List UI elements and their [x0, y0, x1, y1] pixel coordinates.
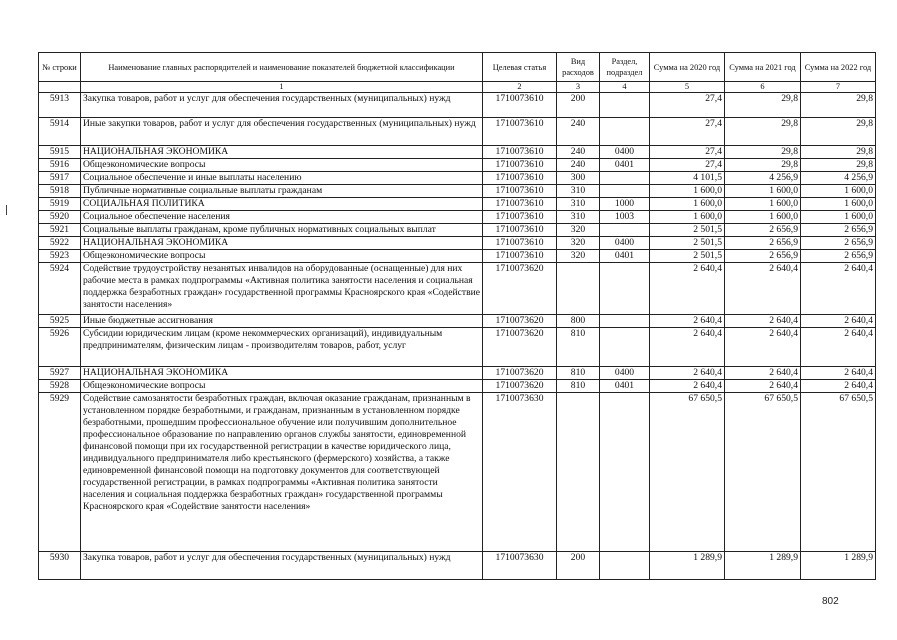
- row-number: 5923: [39, 250, 81, 263]
- row-number: 5922: [39, 237, 81, 250]
- row-sum-2022: 67 650,5: [801, 393, 876, 552]
- row-sum-2020: 1 600,0: [650, 198, 725, 211]
- row-section: [600, 263, 650, 315]
- row-sum-2020: 2 501,5: [650, 224, 725, 237]
- row-number: 5917: [39, 172, 81, 185]
- table-row: [39, 552, 876, 580]
- row-number: 5930: [39, 552, 81, 580]
- row-number: 5928: [39, 380, 81, 393]
- row-section: 0400: [600, 146, 650, 159]
- column-number: 5: [650, 82, 725, 93]
- row-sum-2021: 1 600,0: [725, 211, 801, 224]
- row-sum-2020: 27,4: [650, 146, 725, 159]
- row-number: 5927: [39, 367, 81, 380]
- row-sum-2021: 29,8: [725, 146, 801, 159]
- row-sum-2021: 2 656,9: [725, 237, 801, 250]
- row-target-article: 1710073610: [483, 146, 557, 159]
- row-sum-2022: 29,8: [801, 146, 876, 159]
- header-name: Наименование главных распорядителей и наименование показателей бюджетной классификации: [81, 53, 483, 82]
- row-number: 5926: [39, 328, 81, 367]
- row-number: 5916: [39, 159, 81, 172]
- row-sum-2020: 2 501,5: [650, 237, 725, 250]
- row-target-article: 1710073620: [483, 380, 557, 393]
- row-section: 0400: [600, 237, 650, 250]
- row-sum-2022: 2 640,4: [801, 315, 876, 328]
- table-row: [39, 328, 876, 367]
- row-target-article: 1710073630: [483, 393, 557, 552]
- row-name: СОЦИАЛЬНАЯ ПОЛИТИКА: [81, 198, 483, 211]
- row-expense-type: 300: [557, 172, 600, 185]
- column-number-row: [39, 82, 876, 93]
- row-expense-type: [557, 263, 600, 315]
- row-sum-2021: 29,8: [725, 93, 801, 118]
- row-sum-2021: 2 640,4: [725, 380, 801, 393]
- row-sum-2022: 2 640,4: [801, 367, 876, 380]
- row-sum-2022: 1 600,0: [801, 211, 876, 224]
- margin-mark: [6, 205, 7, 215]
- row-sum-2020: 1 289,9: [650, 552, 725, 580]
- row-name: НАЦИОНАЛЬНАЯ ЭКОНОМИКА: [81, 237, 483, 250]
- row-sum-2022: 2 656,9: [801, 237, 876, 250]
- row-expense-type: 320: [557, 224, 600, 237]
- table-row: [39, 185, 876, 198]
- header-expense-type: Вид расходов: [557, 53, 600, 82]
- row-target-article: 1710073610: [483, 118, 557, 146]
- row-sum-2022: 2 656,9: [801, 224, 876, 237]
- row-sum-2021: 2 640,4: [725, 315, 801, 328]
- row-expense-type: 240: [557, 146, 600, 159]
- row-sum-2022: 1 289,9: [801, 552, 876, 580]
- row-expense-type: 310: [557, 185, 600, 198]
- row-sum-2021: 1 289,9: [725, 552, 801, 580]
- row-target-article: 1710073620: [483, 328, 557, 367]
- row-sum-2021: 29,8: [725, 159, 801, 172]
- column-number: 2: [483, 82, 557, 93]
- row-section: 0400: [600, 367, 650, 380]
- row-expense-type: 320: [557, 250, 600, 263]
- column-number: 7: [801, 82, 876, 93]
- row-target-article: 1710073610: [483, 159, 557, 172]
- column-number: [39, 82, 81, 93]
- row-number: 5915: [39, 146, 81, 159]
- table-row: [39, 146, 876, 159]
- row-target-article: 1710073610: [483, 185, 557, 198]
- row-section: 1003: [600, 211, 650, 224]
- row-number: 5913: [39, 93, 81, 118]
- row-sum-2020: 27,4: [650, 159, 725, 172]
- row-sum-2022: 2 640,4: [801, 263, 876, 315]
- row-number: 5921: [39, 224, 81, 237]
- row-number: 5920: [39, 211, 81, 224]
- page-number: 802: [822, 596, 839, 607]
- row-name: Закупка товаров, работ и услуг для обеспечения государственных (муниципальных) нужд: [81, 93, 483, 118]
- row-sum-2020: 2 501,5: [650, 250, 725, 263]
- row-name: Общеэкономические вопросы: [81, 250, 483, 263]
- row-expense-type: 200: [557, 93, 600, 118]
- row-name: Общеэкономические вопросы: [81, 380, 483, 393]
- row-sum-2022: 2 640,4: [801, 380, 876, 393]
- row-target-article: 1710073620: [483, 367, 557, 380]
- header-section: Раздел, подраздел: [600, 53, 650, 82]
- table-row: [39, 211, 876, 224]
- row-section: [600, 172, 650, 185]
- row-expense-type: 810: [557, 380, 600, 393]
- row-number: 5919: [39, 198, 81, 211]
- table-row: [39, 172, 876, 185]
- row-target-article: 1710073610: [483, 250, 557, 263]
- table-row: [39, 315, 876, 328]
- row-name: Иные закупки товаров, работ и услуг для обеспечения государственных (муниципальных) нужд: [81, 118, 483, 146]
- row-section: [600, 393, 650, 552]
- row-expense-type: 310: [557, 211, 600, 224]
- row-sum-2020: 4 101,5: [650, 172, 725, 185]
- row-sum-2020: 2 640,4: [650, 367, 725, 380]
- column-number: 1: [81, 82, 483, 93]
- row-expense-type: 240: [557, 159, 600, 172]
- row-expense-type: 810: [557, 367, 600, 380]
- row-name: НАЦИОНАЛЬНАЯ ЭКОНОМИКА: [81, 146, 483, 159]
- header-target-article: Целевая статья: [483, 53, 557, 82]
- row-target-article: 1710073610: [483, 224, 557, 237]
- row-section: [600, 315, 650, 328]
- row-sum-2020: 2 640,4: [650, 328, 725, 367]
- column-number: 4: [600, 82, 650, 93]
- row-section: [600, 93, 650, 118]
- table-header-row: [39, 53, 876, 82]
- table-row: [39, 198, 876, 211]
- row-expense-type: 800: [557, 315, 600, 328]
- row-sum-2021: 2 656,9: [725, 250, 801, 263]
- row-section: [600, 118, 650, 146]
- row-sum-2022: 1 600,0: [801, 185, 876, 198]
- row-target-article: 1710073610: [483, 237, 557, 250]
- row-sum-2021: 1 600,0: [725, 198, 801, 211]
- row-expense-type: 200: [557, 552, 600, 580]
- row-target-article: 1710073610: [483, 198, 557, 211]
- row-sum-2021: 2 640,4: [725, 328, 801, 367]
- row-expense-type: 320: [557, 237, 600, 250]
- table-row: [39, 224, 876, 237]
- row-sum-2021: 29,8: [725, 118, 801, 146]
- row-section: 0401: [600, 159, 650, 172]
- row-target-article: 1710073630: [483, 552, 557, 580]
- table-body: [39, 93, 876, 580]
- table-row: [39, 367, 876, 380]
- row-name: Социальные выплаты гражданам, кроме публичных нормативных социальных выплат: [81, 224, 483, 237]
- row-target-article: 1710073610: [483, 93, 557, 118]
- row-sum-2020: 1 600,0: [650, 211, 725, 224]
- row-section: [600, 552, 650, 580]
- budget-table: [38, 52, 876, 580]
- row-name: Социальное обеспечение и иные выплаты населению: [81, 172, 483, 185]
- table-row: [39, 250, 876, 263]
- table-row: [39, 393, 876, 552]
- column-number: 3: [557, 82, 600, 93]
- table-row: [39, 159, 876, 172]
- row-sum-2021: 2 640,4: [725, 367, 801, 380]
- row-number: 5929: [39, 393, 81, 552]
- row-sum-2022: 2 640,4: [801, 328, 876, 367]
- column-number: 6: [725, 82, 801, 93]
- row-sum-2022: 29,8: [801, 118, 876, 146]
- row-expense-type: [557, 393, 600, 552]
- row-target-article: 1710073620: [483, 263, 557, 315]
- row-section: 0401: [600, 250, 650, 263]
- row-name: НАЦИОНАЛЬНАЯ ЭКОНОМИКА: [81, 367, 483, 380]
- row-target-article: 1710073610: [483, 211, 557, 224]
- table-row: [39, 263, 876, 315]
- row-section: [600, 328, 650, 367]
- row-sum-2021: 1 600,0: [725, 185, 801, 198]
- row-name: Закупка товаров, работ и услуг для обеспечения государственных (муниципальных) нужд: [81, 552, 483, 580]
- row-section: [600, 185, 650, 198]
- row-sum-2022: 4 256,9: [801, 172, 876, 185]
- row-section: 0401: [600, 380, 650, 393]
- row-number: 5924: [39, 263, 81, 315]
- table-row: [39, 118, 876, 146]
- row-sum-2020: 67 650,5: [650, 393, 725, 552]
- row-sum-2021: 67 650,5: [725, 393, 801, 552]
- table-row: [39, 380, 876, 393]
- row-name: Содействие самозанятости безработных граждан, включая оказание гражданам, признанным в установленном порядке безработными, и гражданам, признанным в установленном порядке безработными, прошедшим профессиональное обучение или получившим дополнительное профессиональное образование по направлению органов службы занятости, единовременной финансовой помощи при их государственной регистрации в качестве юридического лица, индивидуального предпринимателя либо крестьянского (фермерского) хозяйства, а также единовременной финансовой помощи на подготовку документов для соответствующей государственной регистрации, в рамках подпрограммы «Активная политика занятости населения и социальная поддержка безработных граждан» государственной программы Красноярского края «Содействие занятости населения»: [81, 393, 483, 552]
- row-name: Субсидии юридическим лицам (кроме некоммерческих организаций), индивидуальным предпринимателям, физическим лицам - производителям товаров, работ, услуг: [81, 328, 483, 367]
- row-sum-2020: 1 600,0: [650, 185, 725, 198]
- row-sum-2020: 2 640,4: [650, 380, 725, 393]
- row-sum-2022: 2 656,9: [801, 250, 876, 263]
- row-section: [600, 224, 650, 237]
- row-name: Публичные нормативные социальные выплаты гражданам: [81, 185, 483, 198]
- row-sum-2020: 2 640,4: [650, 263, 725, 315]
- row-sum-2021: 4 256,9: [725, 172, 801, 185]
- row-sum-2022: 1 600,0: [801, 198, 876, 211]
- row-target-article: 1710073620: [483, 315, 557, 328]
- row-sum-2020: 27,4: [650, 93, 725, 118]
- header-sum-2022: Сумма на 2022 год: [801, 53, 876, 82]
- row-target-article: 1710073610: [483, 172, 557, 185]
- row-sum-2022: 29,8: [801, 93, 876, 118]
- table-row: [39, 93, 876, 118]
- row-sum-2022: 29,8: [801, 159, 876, 172]
- row-name: Содействие трудоустройству незанятых инвалидов на оборудованные (оснащенные) для них рабочие места в рамках подпрограммы «Активная политика занятости населения и социальная поддержка безработных граждан» государственной программы Красноярского края «Содействие занятости населения»: [81, 263, 483, 315]
- row-sum-2021: 2 656,9: [725, 224, 801, 237]
- row-number: 5925: [39, 315, 81, 328]
- row-number: 5914: [39, 118, 81, 146]
- row-sum-2020: 27,4: [650, 118, 725, 146]
- header-sum-2020: Сумма на 2020 год: [650, 53, 725, 82]
- row-name: Социальное обеспечение населения: [81, 211, 483, 224]
- row-expense-type: 810: [557, 328, 600, 367]
- row-expense-type: 310: [557, 198, 600, 211]
- row-name: Общеэкономические вопросы: [81, 159, 483, 172]
- row-name: Иные бюджетные ассигнования: [81, 315, 483, 328]
- row-section: 1000: [600, 198, 650, 211]
- row-number: 5918: [39, 185, 81, 198]
- row-expense-type: 240: [557, 118, 600, 146]
- header-sum-2021: Сумма на 2021 год: [725, 53, 801, 82]
- table-row: [39, 237, 876, 250]
- row-sum-2021: 2 640,4: [725, 263, 801, 315]
- row-sum-2020: 2 640,4: [650, 315, 725, 328]
- header-row-number: № строки: [39, 53, 81, 82]
